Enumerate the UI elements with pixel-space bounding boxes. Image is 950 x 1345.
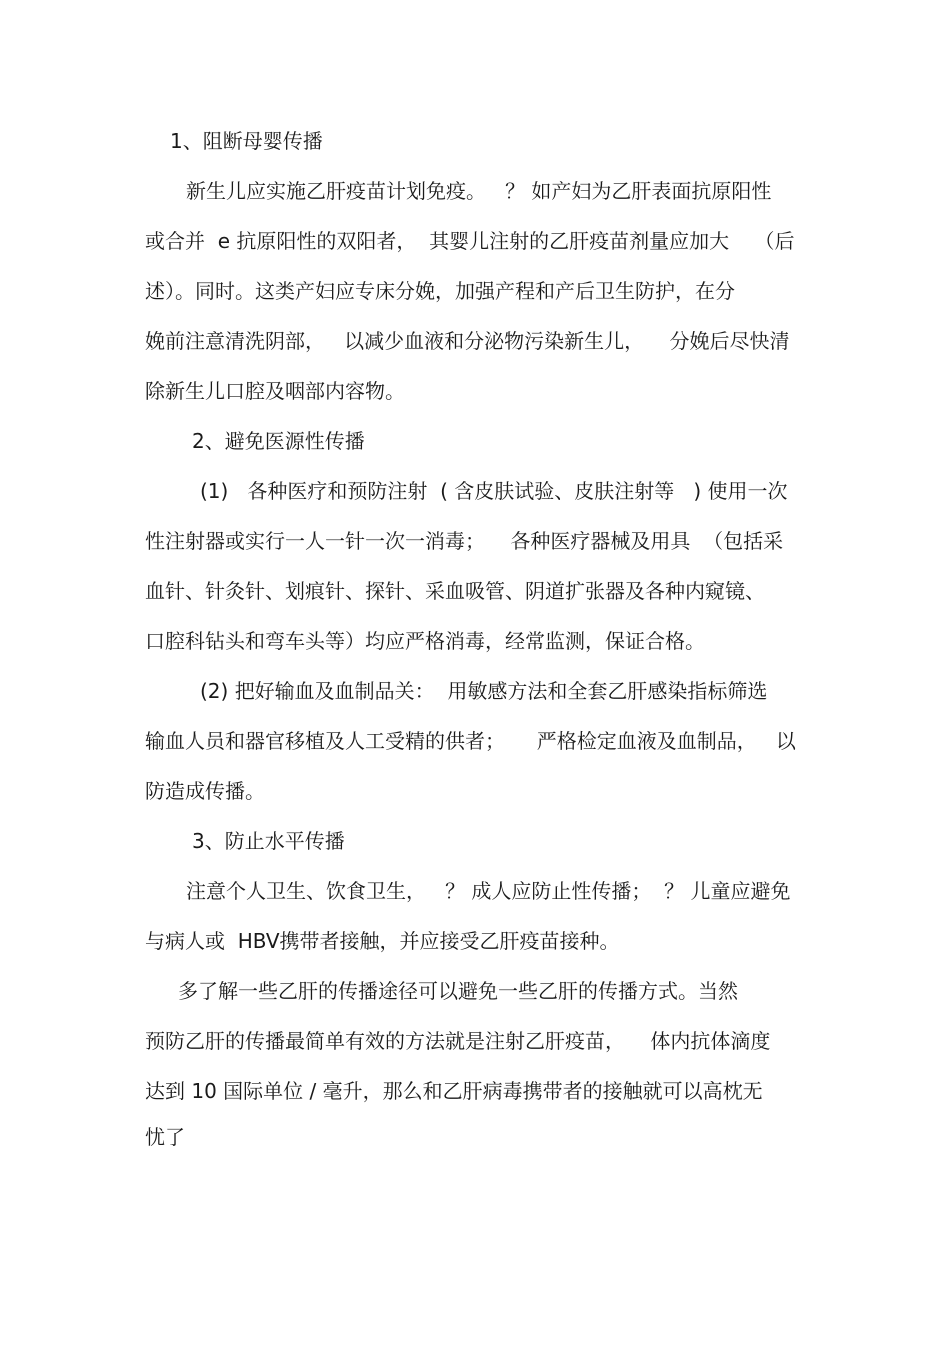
paragraph-line: 述）。同时。这类产妇应专床分娩，加强产程和产后卫生防护，在分 — [145, 279, 735, 303]
section-heading-3: 3、防止水平传播 — [192, 829, 345, 853]
paragraph-line: 性注射器或实行一人一针一次一消毒； 各种医疗器械及用具 （包括采 — [145, 529, 784, 553]
paragraph-line: 与病人或 HBV携带者接触，并应接受乙肝疫苗接种。 — [145, 929, 620, 953]
paragraph-line: 或合并 e 抗原阳性的双阳者， 其婴儿注射的乙肝疫苗剂量应加大 （后 — [145, 229, 795, 253]
paragraph-line: 娩前注意清洗阴部， 以减少血液和分泌物污染新生儿， 分娩后尽快清 — [145, 329, 790, 353]
paragraph-line: 输血人员和器官移植及人工受精的供者； 严格检定血液及血制品， 以 — [145, 729, 796, 753]
paragraph-line: 血针、针灸针、划痕针、探针、采血吸管、阴道扩张器及各种内窥镜、 — [145, 579, 765, 603]
paragraph-line: 注意个人卫生、饮食卫生， ？ 成人应防止性传播； ？ 儿童应避免 — [186, 879, 791, 903]
closing-line: 忧了 — [145, 1125, 185, 1149]
section-heading-1: 1、阻断母婴传播 — [170, 129, 323, 153]
section-heading-2: 2、避免医源性传播 — [192, 429, 365, 453]
closing-line: 预防乙肝的传播最简单有效的方法就是注射乙肝疫苗， 体内抗体滴度 — [145, 1029, 771, 1053]
paragraph-line: 口腔科钻头和弯车头等）均应严格消毒，经常监测，保证合格。 — [145, 629, 705, 653]
paragraph-line: (2) 把好输血及血制品关： 用敏感方法和全套乙肝感染指标筛选 — [200, 679, 768, 703]
closing-line: 达到 10 国际单位 / 毫升，那么和乙肝病毒携带者的接触就可以高枕无 — [145, 1079, 763, 1103]
paragraph-line: 除新生儿口腔及咽部内容物。 — [145, 379, 405, 403]
paragraph-line: (1) 各种医疗和预防注射 ( 含皮肤试验、皮肤注射等 ) 使用一次 — [200, 479, 788, 503]
paragraph-line: 新生儿应实施乙肝疫苗计划免疫。 ？ 如产妇为乙肝表面抗原阳性 — [186, 179, 772, 203]
paragraph-line: 防造成传播。 — [145, 779, 265, 803]
closing-line: 多了解一些乙肝的传播途径可以避免一些乙肝的传播方式。当然 — [178, 979, 738, 1003]
